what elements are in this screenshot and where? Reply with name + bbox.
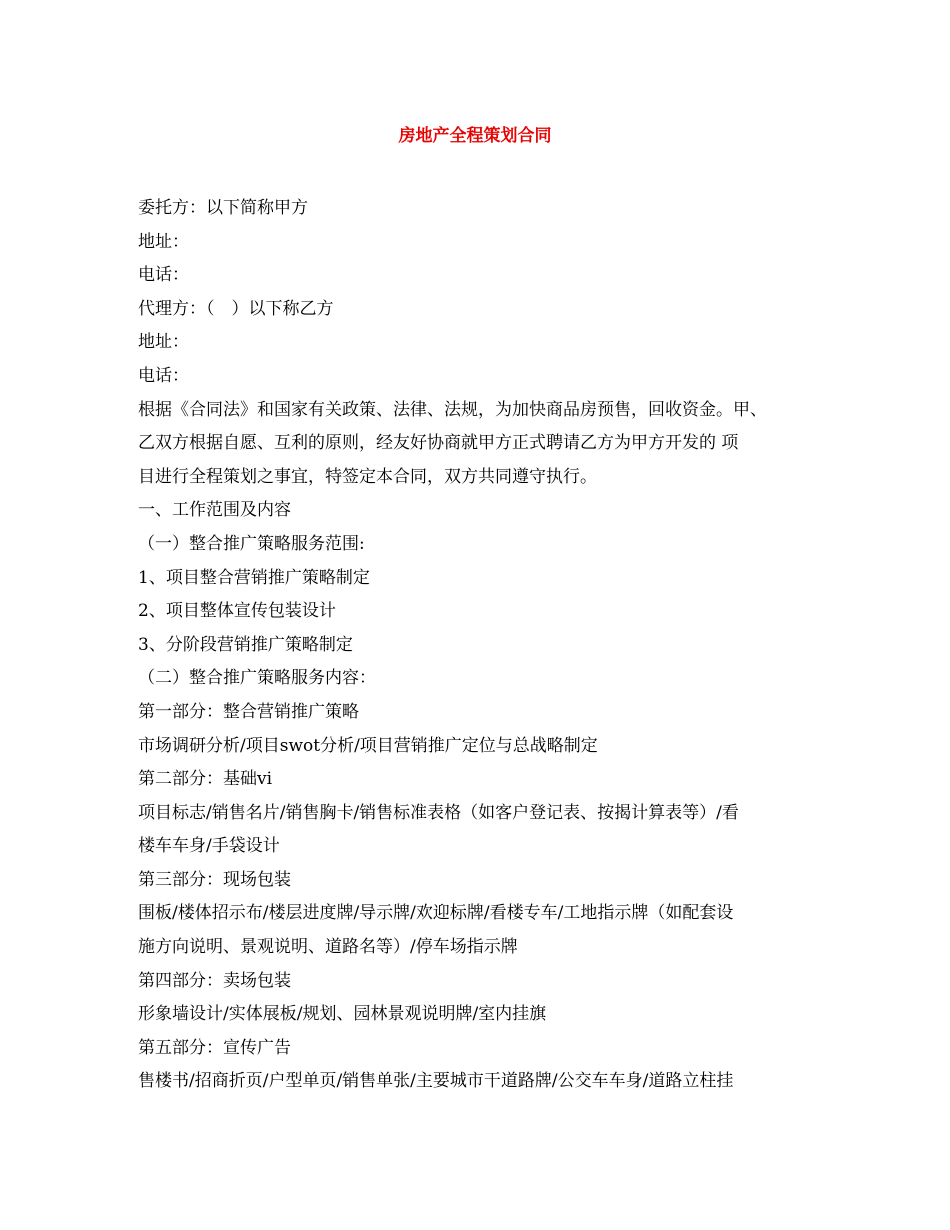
list-item: 1、项目整合营销推广策略制定 [138,567,370,588]
document-body [138,192,828,1099]
body-line: 市场调研分析/项目swot分析/项目营销推广定位与总战略制定 [138,735,598,756]
body-line: 乙双方根据自愿、互利的原则，经友好协商就甲方正式聘请乙方为甲方开发的 项 [138,433,739,454]
body-line: 施方向说明、景观说明、道路名等）/停车场指示牌 [138,937,518,958]
body-line: 地址： [138,332,189,353]
body-line: 代理方：（ ）以下称乙方 [138,298,334,319]
part-heading: 第二部分：基础vi [138,769,273,790]
body-line: 根据《合同法》和国家有关政策、法律、法规，为加快商品房预售，回收资金。甲、 [138,399,767,420]
body-line: 电话： [138,265,189,286]
list-item: 3、分阶段营销推广策略制定 [138,634,353,655]
section-heading: 一、工作范围及内容 [138,500,291,521]
body-line: 售楼书/招商折页/户型单页/销售单张/主要城市干道路牌/公交车车身/道路立柱挂 [138,1071,734,1092]
body-line: 电话： [138,365,189,386]
subsection-heading: （二）整合推广策略服务内容： [138,668,376,689]
body-line: 形象墙设计/实体展板/规划、园林景观说明牌/室内挂旗 [138,1004,547,1025]
body-line: 项目标志/销售名片/销售胸卡/销售标准表格（如客户登记表、按揭计算表等）/看 [138,802,739,823]
list-item: 2、项目整体宣传包装设计 [138,601,336,622]
body-line: 委托方：以下简称甲方 [138,198,308,218]
part-heading: 第一部分：整合营销推广策略 [138,701,359,722]
part-heading: 第三部分：现场包装 [138,869,291,890]
part-heading: 第四部分：卖场包装 [138,970,291,991]
part-heading: 第五部分：宣传广告 [138,1037,291,1058]
body-line: 楼车车身/手袋设计 [138,836,280,857]
body-line: 围板/楼体招示布/楼层进度牌/导示牌/欢迎标牌/看楼专车/工地指示牌（如配套设 [138,903,734,924]
body-line: 目进行全程策划之事宜，特签定本合同，双方共同遵守执行。 [138,466,597,487]
body-line: 地址： [138,231,189,252]
subsection-heading: （一）整合推广策略服务范围: [138,533,365,554]
document-title: 房地产全程策划合同 [398,126,552,146]
